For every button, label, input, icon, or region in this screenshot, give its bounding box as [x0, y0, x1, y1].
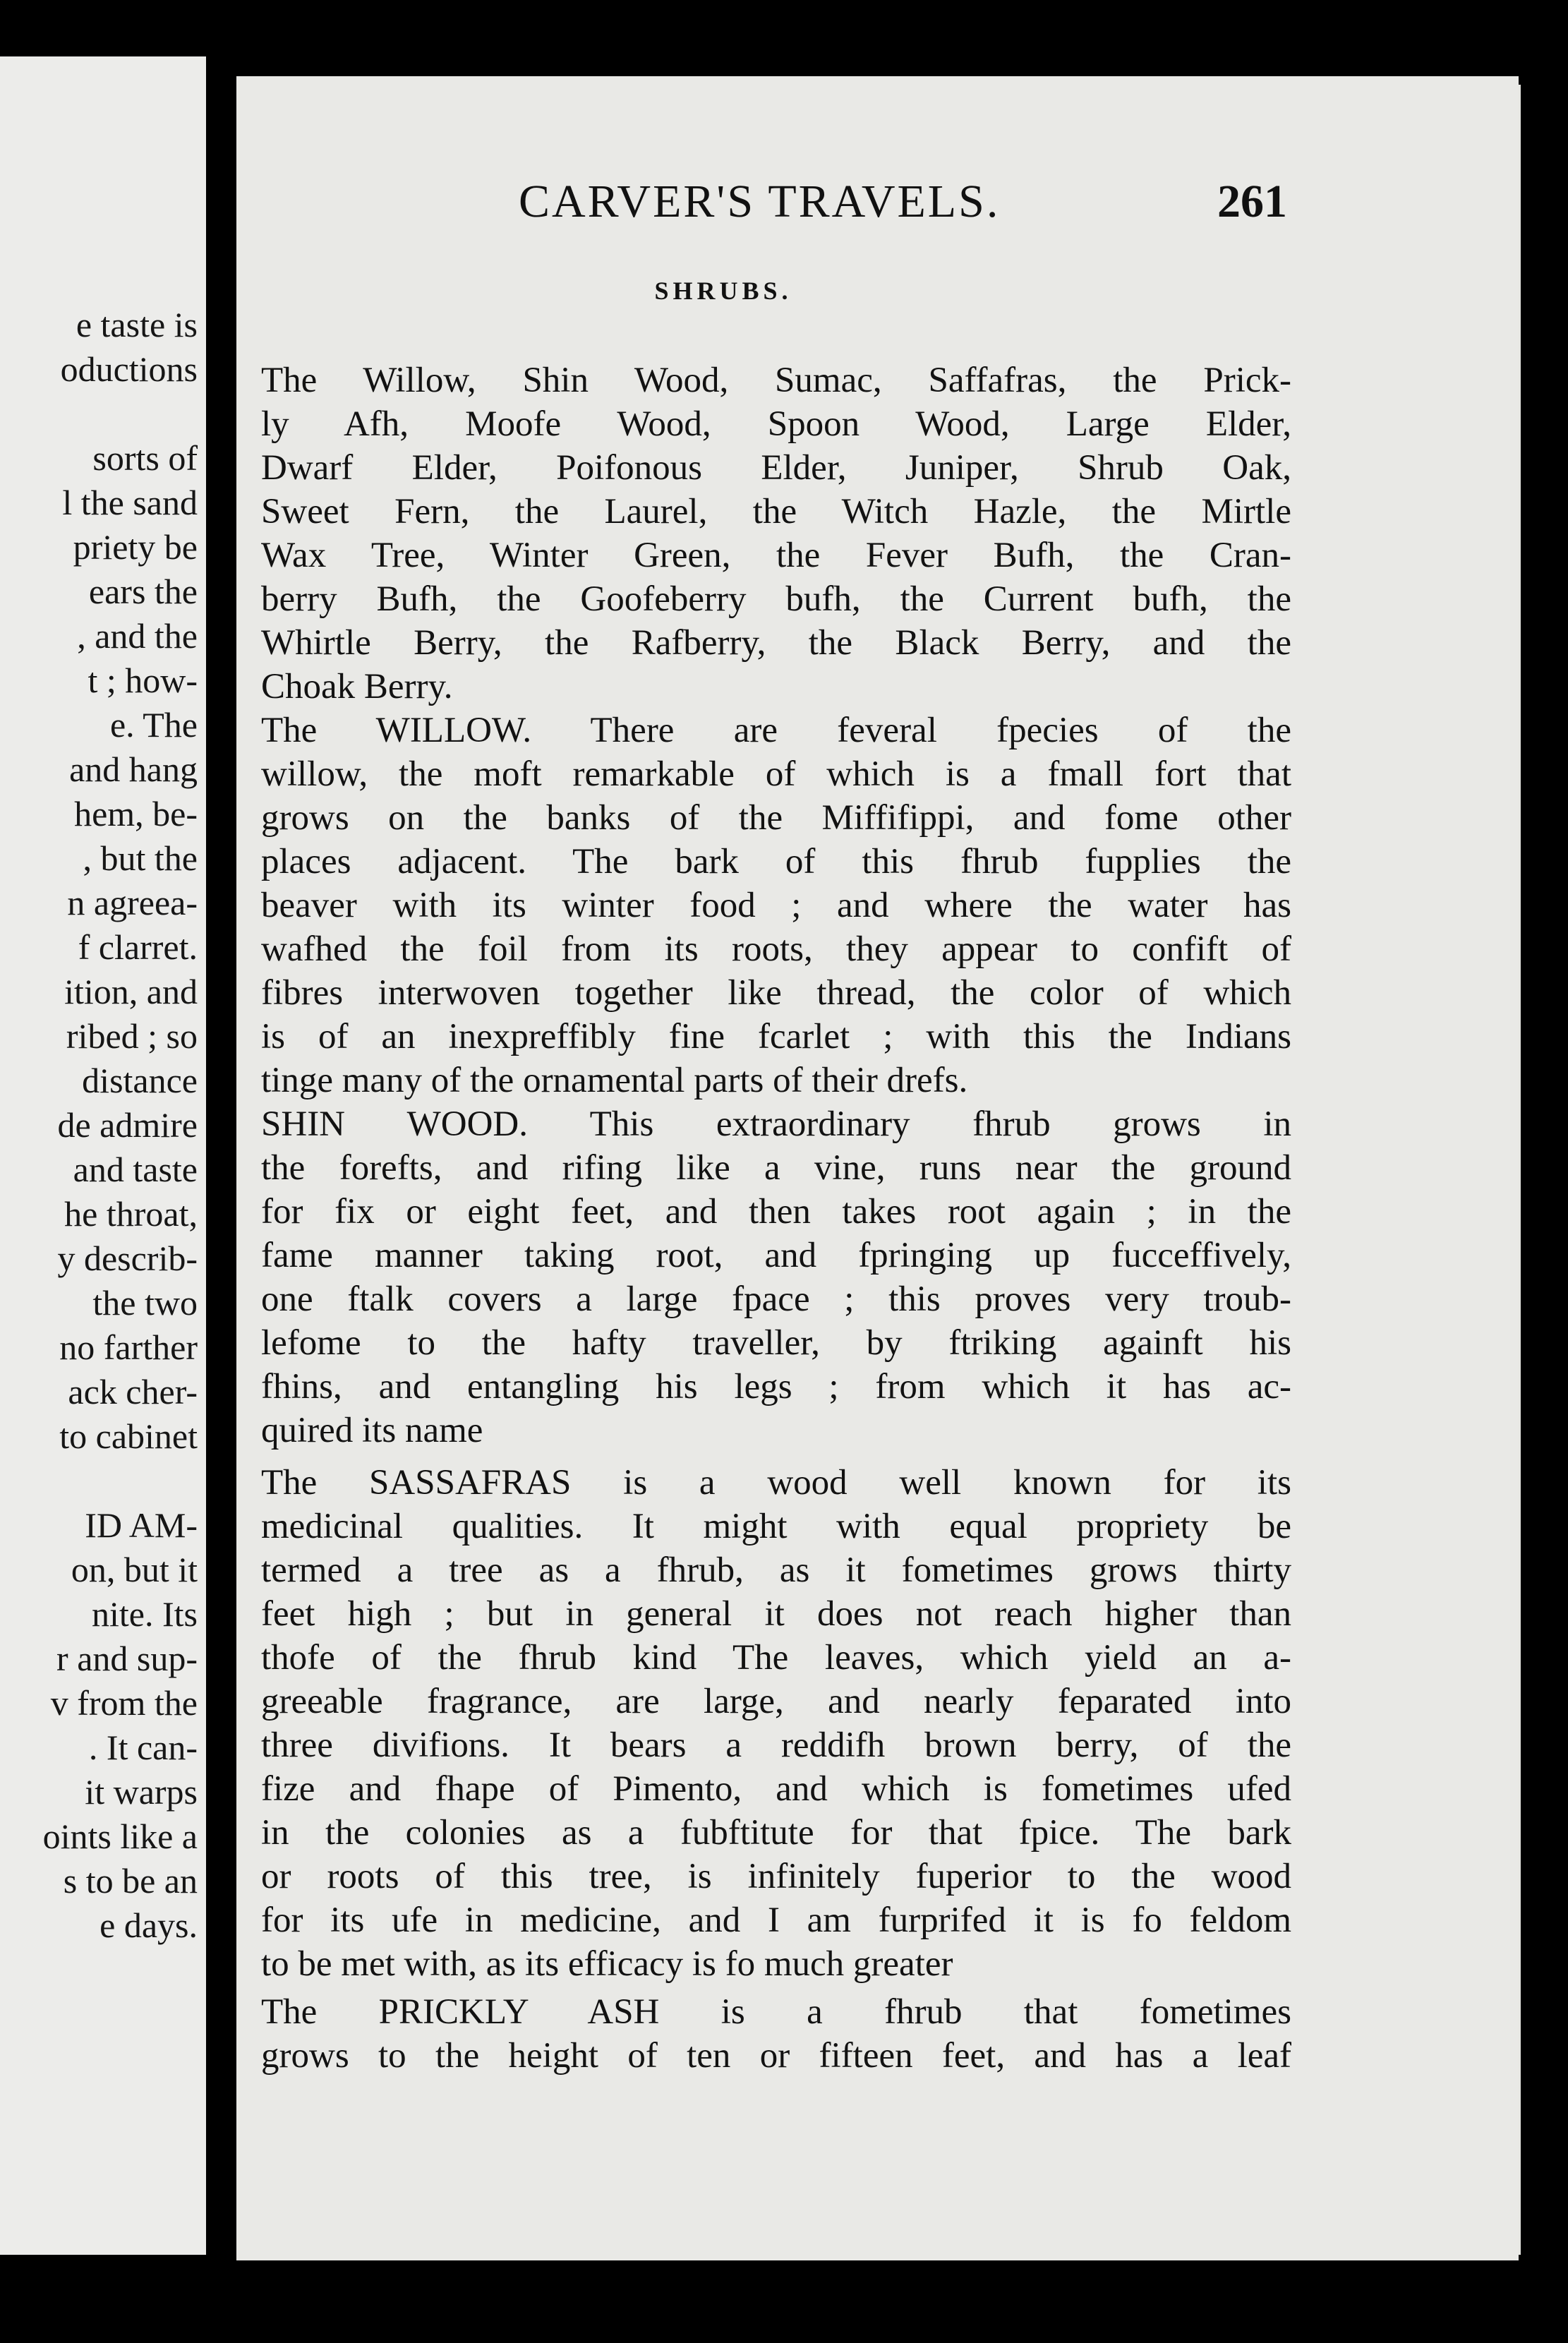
section-heading: SHRUBS. — [654, 277, 792, 305]
text-line: medicinal qualities. It might with equal propriety be — [261, 1507, 1291, 1546]
text-line: berry Bufh, the Goofeberry bufh, the Current bufh, the — [261, 579, 1291, 619]
text-line: fibres interwoven together like thread, the color of which — [261, 973, 1291, 1013]
left-line: ears the — [88, 572, 198, 611]
text-line: for its ufe in medicine, and I am furprifed it is fo feldom — [261, 1901, 1291, 1940]
text-line: fhins, and entangling his legs ; from which it has ac- — [261, 1367, 1291, 1407]
left-line: oints like a — [42, 1817, 198, 1856]
text-line: grows on the banks of the Miffifippi, and fome other — [261, 798, 1291, 838]
text-line: or roots of this tree, is infinitely fuperior to the wood — [261, 1857, 1291, 1896]
left-line: , and the — [77, 616, 198, 656]
text-line: for fix or eight feet, and then takes root again ; in the — [261, 1192, 1291, 1231]
left-line: sorts of — [92, 438, 198, 478]
left-line: f clarret. — [78, 927, 198, 967]
text-line: greeable fragrance, are large, and nearly feparated into — [261, 1682, 1291, 1721]
left-line: l the sand — [62, 483, 198, 522]
left-line: ID AM- — [85, 1505, 198, 1545]
right-page — [236, 76, 1519, 2260]
text-line: to be met with, as its efficacy is fo much greater — [261, 1944, 953, 1984]
left-line: de admire — [57, 1105, 198, 1145]
left-line: n agreea- — [67, 883, 198, 922]
left-line: it warps — [85, 1772, 198, 1812]
text-line: in the colonies as a fubftitute for that fpice. The bark — [261, 1813, 1291, 1853]
left-line: e. The — [109, 705, 198, 745]
text-line: Dwarf Elder, Poifonous Elder, Juniper, Shrub Oak, — [261, 448, 1291, 488]
text-line: three divifions. It bears a reddifh brown berry, of the — [261, 1725, 1291, 1765]
text-line: the forefts, and rifing like a vine, runs near the ground — [261, 1148, 1291, 1188]
text-line: grows to the height of ten or fifteen feet, and has a leaf — [261, 2036, 1291, 2076]
page-number: 261 — [1217, 176, 1287, 227]
left-line: ribed ; so — [66, 1016, 198, 1056]
left-page-fragment — [0, 56, 206, 2255]
left-line: , but the — [83, 838, 198, 878]
left-line: . It can- — [88, 1728, 198, 1767]
running-head-title: CARVER'S TRAVELS. — [519, 176, 1001, 227]
text-line: termed a tree as a fhrub, as it fometimes grows thirty — [261, 1550, 1291, 1590]
text-line: Choak Berry. — [261, 667, 453, 706]
left-line: oductions — [60, 349, 198, 389]
left-line: nite. Its — [92, 1594, 198, 1634]
left-line: ack cher- — [68, 1372, 198, 1411]
text-line: thofe of the fhrub kind The leaves, which yield an a- — [261, 1638, 1291, 1678]
text-line: Sweet Fern, the Laurel, the Witch Hazle, the Mirtle — [261, 492, 1291, 531]
left-line: distance — [82, 1061, 198, 1100]
text-line: willow, the moft remarkable of which is a fmall fort that — [261, 754, 1291, 794]
left-line: y describ- — [57, 1239, 198, 1278]
left-line: e days. — [99, 1905, 198, 1945]
text-line: Wax Tree, Winter Green, the Fever Bufh, the Cran- — [261, 536, 1291, 575]
left-line: to cabinet — [59, 1416, 198, 1456]
text-line: The SASSAFRAS is a wood well known for its — [261, 1463, 1291, 1502]
text-line: lefome to the hafty traveller, by ftriking againft his — [261, 1323, 1291, 1363]
left-line: and taste — [73, 1150, 198, 1189]
text-line: one ftalk covers a large fpace ; this proves very troub- — [261, 1279, 1291, 1319]
text-line: feet high ; but in general it does not reach higher than — [261, 1594, 1291, 1634]
left-line: no farther — [59, 1327, 198, 1367]
left-line: t ; how- — [88, 661, 198, 700]
text-line: wafhed the foil from its roots, they appear to confift of — [261, 929, 1291, 969]
left-line: v from the — [50, 1683, 198, 1723]
left-line: priety be — [73, 527, 198, 567]
text-line: SHIN WOOD. This extraordinary fhrub grows in — [261, 1104, 1291, 1144]
text-line: places adjacent. The bark of this fhrub fupplies the — [261, 842, 1291, 881]
left-line: s to be an — [63, 1861, 198, 1901]
text-line: The WILLOW. There are feveral fpecies of the — [261, 711, 1291, 750]
left-line: he throat, — [64, 1194, 198, 1234]
text-line: The PRICKLY ASH is a fhrub that fometimes — [261, 1992, 1291, 2032]
text-line: Whirtle Berry, the Rafberry, the Black Berry, and the — [261, 623, 1291, 663]
left-line: e taste is — [76, 305, 198, 344]
left-line: and hang — [69, 749, 198, 789]
left-line: on, but it — [71, 1550, 198, 1589]
text-line: beaver with its winter food ; and where the water has — [261, 886, 1291, 925]
left-line: r and sup- — [56, 1639, 198, 1678]
text-line: The Willow, Shin Wood, Sumac, Saffafras, the Prick- — [261, 361, 1291, 400]
running-head — [236, 175, 1519, 239]
left-line: hem, be- — [74, 794, 198, 833]
left-line: ition, and — [64, 972, 198, 1011]
text-line: tinge many of the ornamental parts of their drefs. — [261, 1061, 968, 1100]
text-line: fize and fhape of Pimento, and which is fometimes ufed — [261, 1769, 1291, 1809]
text-line: quired its name — [261, 1411, 483, 1450]
text-line: is of an inexpreffibly fine fcarlet ; with this the Indians — [261, 1017, 1291, 1056]
text-line: ly Afh, Moofe Wood, Spoon Wood, Large Elder, — [261, 404, 1291, 444]
text-line: fame manner taking root, and fpringing up fucceffively, — [261, 1236, 1291, 1275]
left-line: the two — [92, 1283, 198, 1323]
